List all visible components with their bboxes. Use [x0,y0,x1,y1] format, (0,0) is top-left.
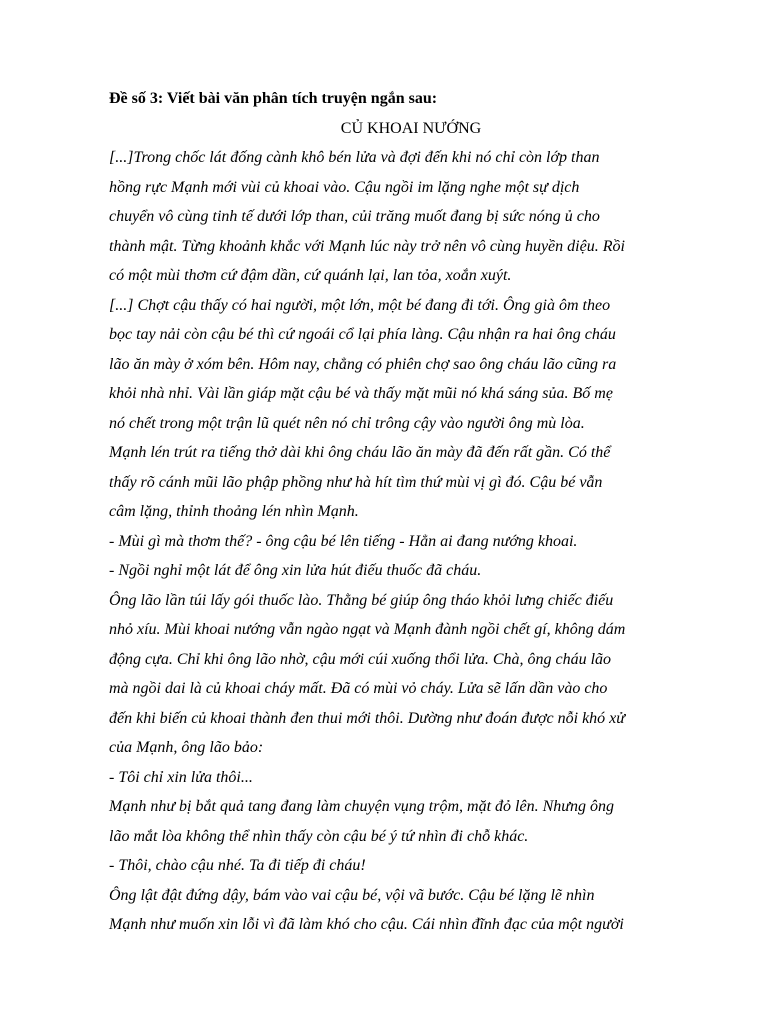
text-line: Ông lật đật đứng dậy, bám vào vai cậu bé, vội vã bước. Cậu bé lặng lẽ nhìn [109,886,595,904]
text-line: mà ngồi dai là củ khoai cháy mất. Đã có mùi vỏ cháy. Lửa sẽ lấn dần vào cho [109,680,608,697]
dialogue-line: - Thôi, chào cậu nhé. Ta đi tiếp đi cháu! [109,857,366,874]
text-line: Ông lão lần túi lấy gói thuốc lào. Thằng bé giúp ông tháo khỏi lưng chiếc điếu [109,591,614,609]
text-line: bọc tay nải còn cậu bé thì cứ ngoái cổ lại phía làng. Cậu nhận ra hai ông cháu [109,326,616,343]
dialogue-line: - Ngồi nghỉ một lát để ông xin lửa hút điếu thuốc đã cháu. [109,562,482,579]
document-page [109,84,699,940]
text-line: động cựa. Chỉ khi ông lão nhờ, cậu mới cúi xuống thổi lửa. Chà, ông cháu lão [109,650,612,668]
exercise-heading: Đề số 3: Viết bài văn phân tích truyện ngắn sau: [109,90,438,107]
story-title: CỦ KHOAI NƯỚNG [340,119,482,137]
text-line: thấy rõ cánh mũi lão phập phồng như hà hít tìm thứ mùi vị gì đó. Cậu bé vẫn [109,473,603,491]
text-line: thành mật. Từng khoảnh khắc với Mạnh lúc này trở nên vô cùng huyền diệu. Rồi [109,237,625,255]
text-line: lão ăn mày ở xóm bên. Hôm nay, chẳng có phiên chợ sao ông cháu lão cũng ra [109,355,617,373]
text-line: [...] Chợt cậu thấy có hai người, một lớn, một bé đang đi tới. Ông già ôm theo [109,296,611,314]
dialogue-line: - Tôi chỉ xin lửa thôi... [109,768,253,786]
text-line: chuyển vô cùng tinh tế dưới lớp than, củi trăng muốt đang bị sức nóng ủ cho [109,208,600,225]
text-line: Mạnh như bị bắt quả tang đang làm chuyện vụng trộm, mặt đỏ lên. Nhưng ông [109,798,614,815]
text-line: lão mắt lòa không thể nhìn thấy còn cậu bé ý tứ nhìn đi chỗ khác. [109,827,529,845]
text-line: Mạnh lén trút ra tiếng thở dài khi ông cháu lão ăn mày đã đến rất gần. Có thể [109,444,611,461]
story-text [109,143,699,940]
dialogue-line: - Mùi gì mà thơm thế? - ông cậu bé lên tiếng - Hẳn ai đang nướng khoai. [109,532,578,550]
text-line: nhỏ xíu. Mùi khoai nướng vẫn ngào ngạt và Mạnh đành ngồi chết gí, không dám [109,621,626,638]
text-line: khỏi nhà nhỉ. Vài lần giáp mặt cậu bé và thấy mặt mũi nó khá sáng sủa. Bố mẹ [109,385,613,402]
text-line: đến khi biến củ khoai thành đen thui mới thôi. Dường như đoán được nỗi khó xử [109,709,625,727]
text-line: nó chết trong một trận lũ quét nên nó chỉ trông cậy vào người ông mù lòa. [109,414,585,432]
story-body [109,143,699,940]
text-line: của Mạnh, ông lão bảo: [109,739,264,756]
text-line: có một mùi thơm cứ đậm dần, cứ quánh lại, lan tỏa, xoắn xuýt. [109,267,512,284]
text-line: [...]Trong chốc lát đống cành khô bén lửa và đợi đến khi nó chỉ còn lớp than [109,149,600,166]
text-line: Mạnh như muốn xin lỗi vì đã làm khó cho cậu. Cái nhìn đĩnh đạc của một người [109,916,624,933]
text-line: câm lặng, thỉnh thoảng lén nhìn Mạnh. [109,503,359,520]
text-line: hồng rực Mạnh mới vùi củ khoai vào. Cậu ngồi im lặng nghe một sự dịch [109,178,580,196]
